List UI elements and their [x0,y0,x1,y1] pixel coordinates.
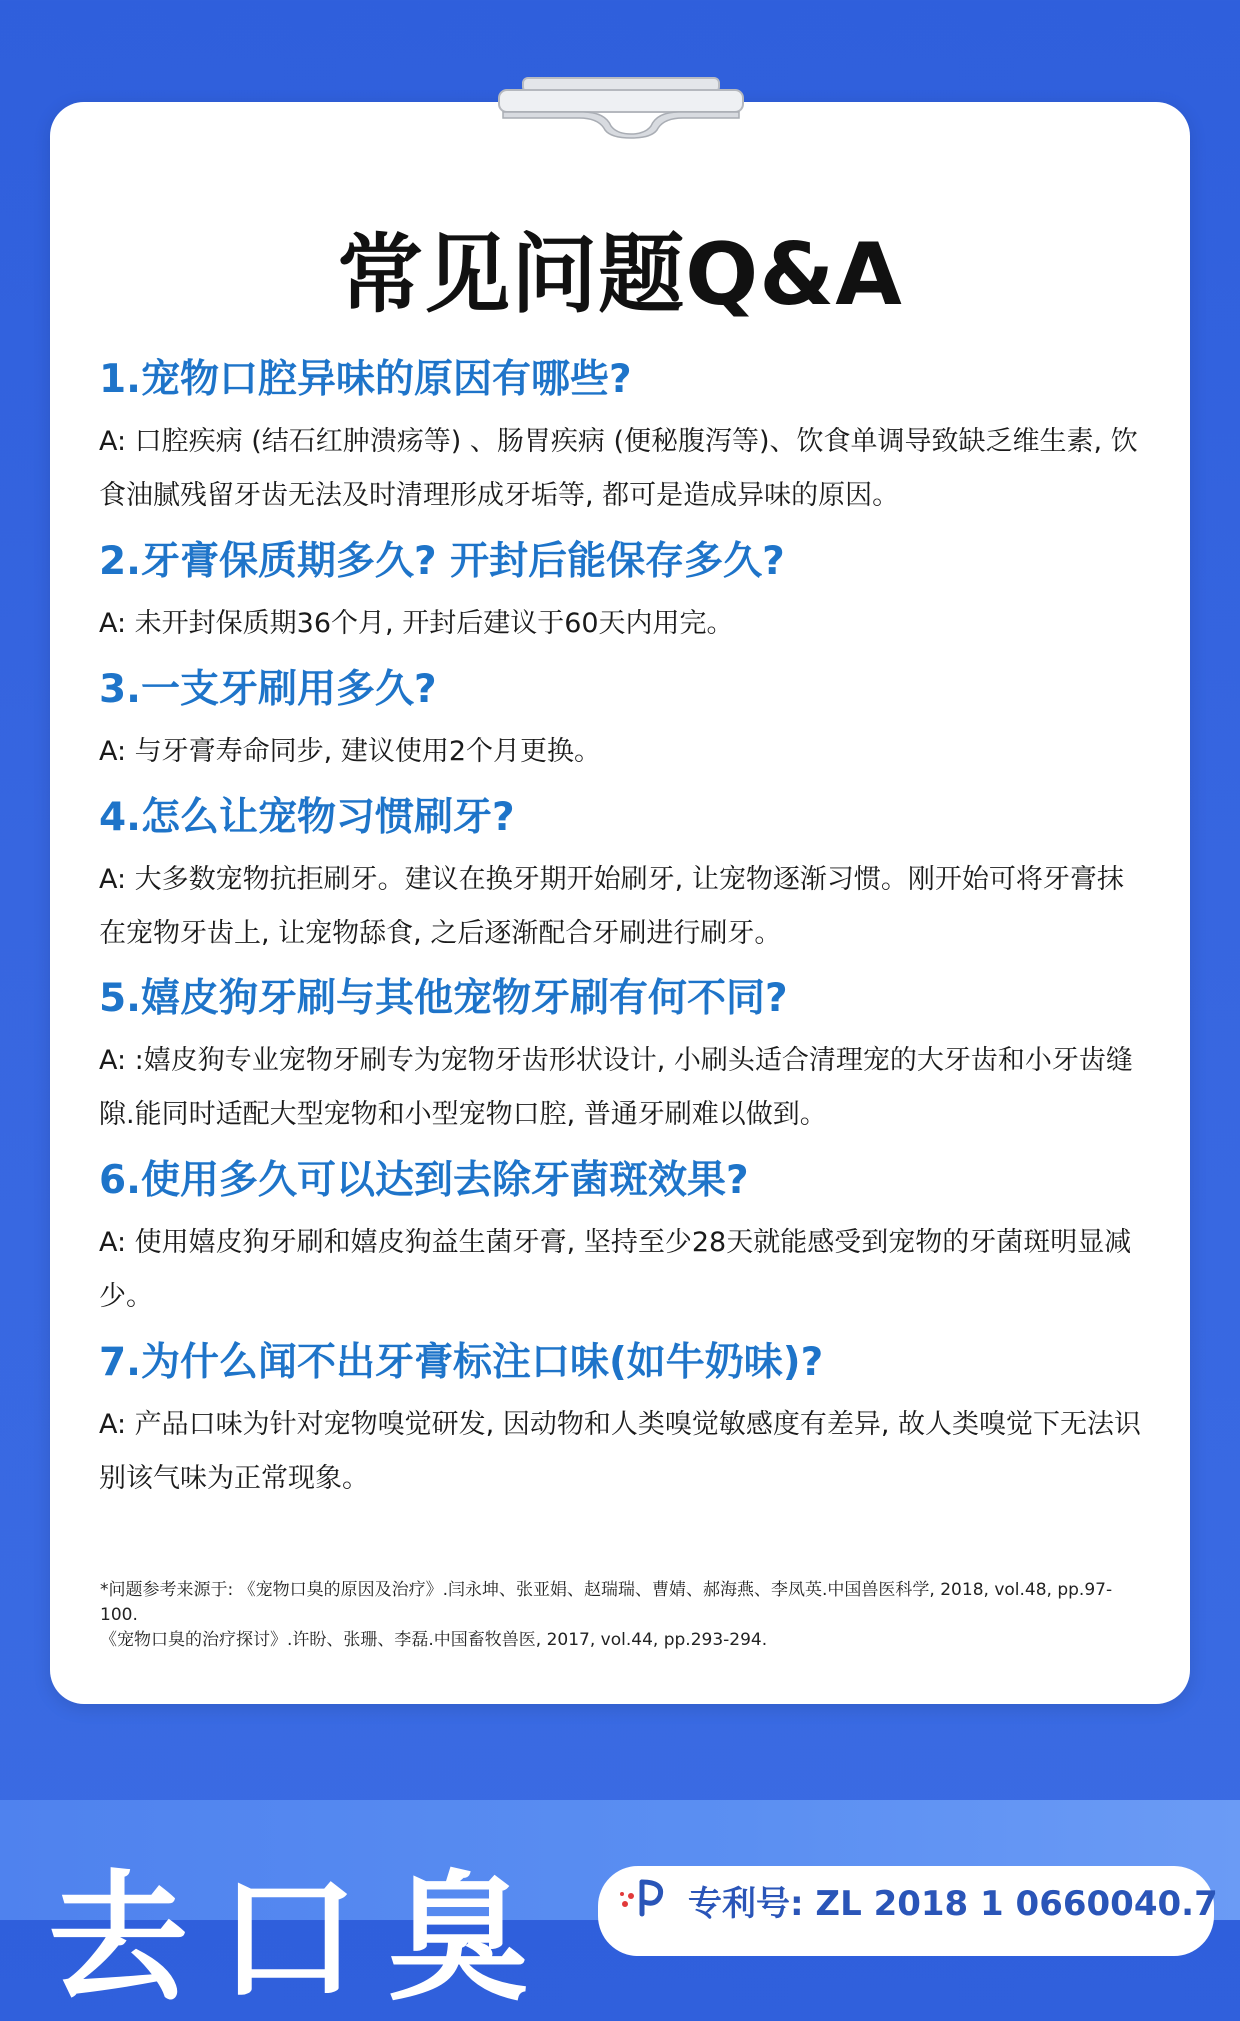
question-5: 5.嬉皮狗牙刷与其他宠物牙刷有何不同? [99,976,788,1021]
answer-3: A: 与牙膏寿命同步, 建议使用2个月更换。 [99,736,602,767]
qa-item-4 [99,793,1141,961]
reference-line-1: *问题参考来源于: 《宠物口臭的原因及治疗》.闫永坤、张亚娟、赵瑞瑞、曹婧、郝海燕、李凤英.中国兽医科学, 2018, vol.48, pp.97-100. [100,1580,1113,1625]
question-7: 7.为什么闻不出牙膏标注口味(如牛奶味)? [99,1340,824,1385]
page-title: 常见问题Q&A [337,225,903,325]
answer-4: A: 大多数宠物抗拒刷牙。建议在换牙期开始刷牙, 让宠物逐渐习惯。刚开始可将牙膏抹在宠物牙齿上, 让宠物舔食, 之后逐渐配合牙刷进行刷牙。 [99,864,1124,949]
patent-badge [598,1866,1218,1956]
answer-7: A: 产品口味为针对宠物嗅觉研发, 因动物和人类嗅觉敏感度有差异, 故人类嗅觉下无法识别该气味为正常现象。 [99,1409,1142,1494]
patent-logo-icon [616,1874,676,1920]
references [100,1578,1130,1653]
question-3: 3.一支牙刷用多久? [99,667,437,712]
qa-item-1 [99,355,1141,523]
qa-item-2 [99,537,1141,651]
answer-2: A: 未开封保质期36个月, 开封后建议于60天内用完。 [99,608,734,639]
answer-5: A: :嬉皮狗专业宠物牙刷专为宠物牙齿形状设计, 小刷头适合清理宠的大牙齿和小牙齿缝隙.能同时适配大型宠物和小型宠物口腔, 普通牙刷难以做到。 [99,1045,1133,1130]
banner-headline: 去口臭 [48,1858,559,2021]
qa-item-7 [99,1338,1141,1506]
answer-6: A: 使用嬉皮狗牙刷和嬉皮狗益生菌牙膏, 坚持至少28天就能感受到宠物的牙菌斑明显减少。 [99,1227,1132,1312]
qa-item-3 [99,665,1141,779]
answer-1: A: 口腔疾病 (结石红肿溃疡等) 、肠胃疾病 (便秘腹泻等)、饮食单调导致缺乏维生素, 饮食油腻残留牙齿无法及时清理形成牙垢等, 都可是造成异味的原因。 [99,426,1138,511]
qa-item-6 [99,1156,1141,1324]
question-6: 6.使用多久可以达到去除牙菌斑效果? [99,1158,749,1203]
reference-line-2: 《宠物口臭的治疗探讨》.许盼、张珊、李磊.中国畜牧兽医, 2017, vol.44, pp.293-294. [100,1630,768,1650]
clipboard-clip-icon [493,74,749,140]
qa-item-5 [99,974,1141,1142]
question-1: 1.宠物口腔异味的原因有哪些? [99,357,632,402]
patent-number: 专利号: ZL 2018 1 0660040.7 [688,1884,1218,1924]
question-4: 4.怎么让宠物习惯刷牙? [99,795,515,840]
question-2: 2.牙膏保质期多久? 开封后能保存多久? [99,539,785,584]
